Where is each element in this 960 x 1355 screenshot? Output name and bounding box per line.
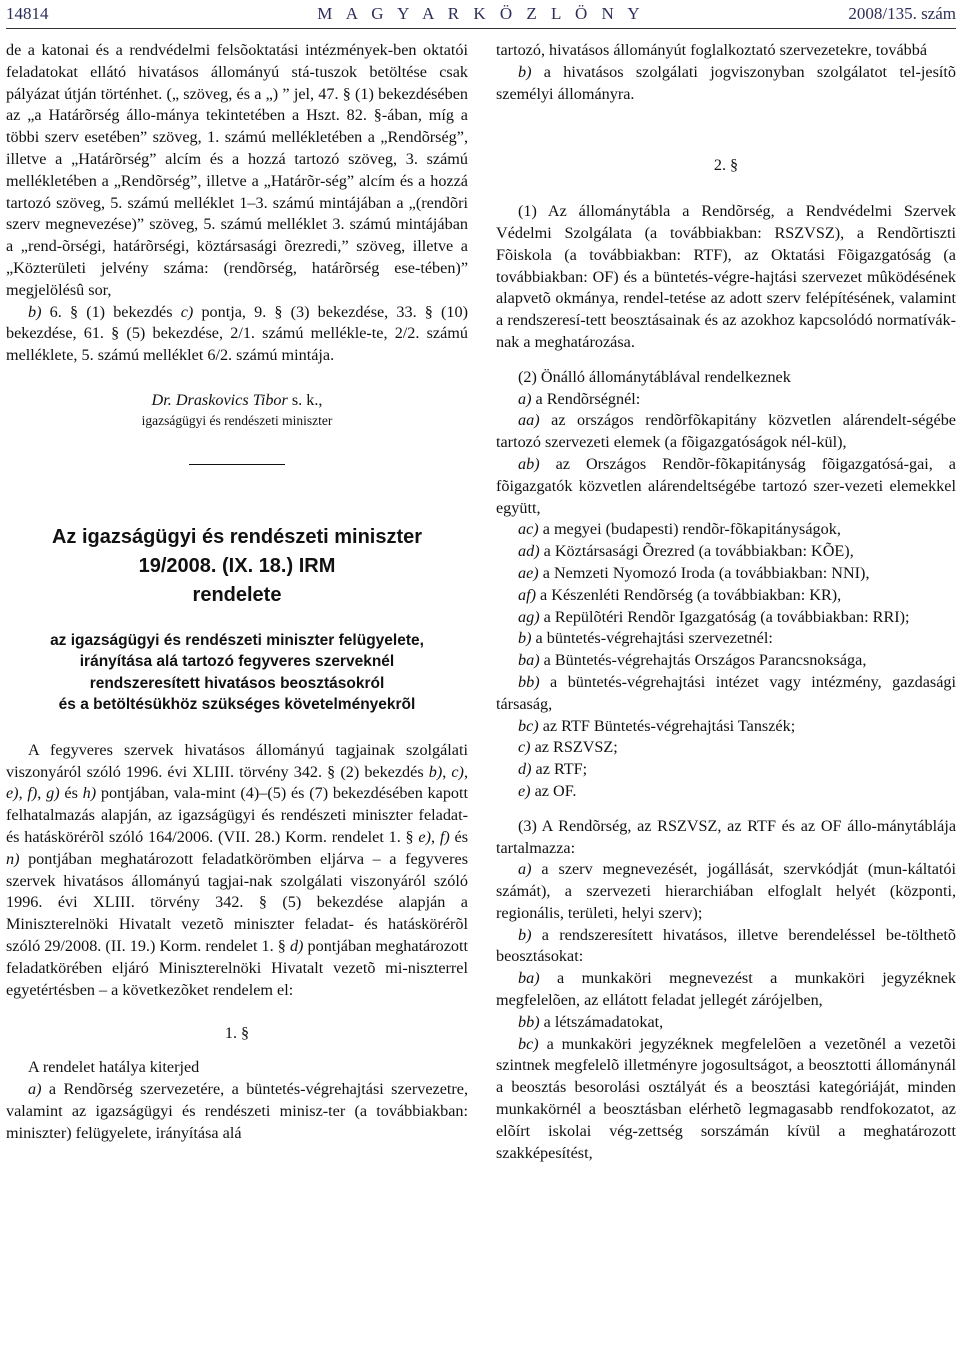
continued-paragraph	[496, 40, 956, 62]
text-run: a Büntetés-végrehajtás Országos Parancsnoksága,	[539, 651, 867, 670]
text-run: pontjában meghatározott feladatkörében eljáró Miniszterelnöki Hivatalt vezetõ mi-niszterrel egyetértésben – a következõket rendelem el:	[6, 936, 469, 999]
item-marker: b)	[28, 302, 42, 321]
list-item	[496, 859, 956, 924]
decree-title-line: rendelete	[192, 583, 282, 606]
right-column	[496, 40, 956, 1164]
text-run: a rendszeresített hivatásos, illetve berendeléssel be-tölthetõ beosztásokat:	[496, 925, 956, 966]
text-run: a Rendõrség szervezetére, a büntetés-végrehajtási szervezetre, valamint az igazságügyi és rendészeti minisz-ter (a továbbiakban: miniszter) felügyelete, irányítása alá	[6, 1079, 468, 1142]
list-item	[496, 716, 956, 738]
list-item	[496, 454, 956, 519]
list-item	[496, 519, 956, 541]
item-marker: aa)	[518, 411, 540, 430]
item-marker: ab)	[518, 454, 540, 473]
text-run: és	[59, 784, 83, 803]
issue-number: 2008/135. szám	[848, 4, 956, 23]
item-marker: bc)	[518, 716, 539, 735]
text-run: a munkaköri jegyzéknek megfelelõen a vezetõnél a vezetõi szintnek megfelelõ illetményre jogosultságot, a beosztotti állománynál a beosztás besorolási osztályát és a beosztási kategóriáját, minden munkakörnél a beosztásban elérhetõ legmagasabb rendfokozatot, az elõírt iskolai vég-zettség sorszámán kívül a meghatározott szakképesítést,	[496, 1034, 956, 1162]
list-item	[496, 607, 956, 629]
text-run: a Köztársasági Õrezred (a továbbiakban: KÕE),	[539, 542, 854, 561]
text-run: az RSZVSZ;	[530, 738, 618, 757]
scope-item-a	[6, 1079, 468, 1144]
item-marker: ad)	[518, 542, 540, 561]
item-marker: ag)	[518, 607, 540, 626]
list-item	[496, 585, 956, 607]
item-marker: c)	[451, 762, 464, 781]
item-marker: e)	[418, 827, 431, 846]
item-marker: a)	[518, 389, 532, 408]
text-run: (2) Önálló állománytáblával rendelkeznek	[518, 367, 791, 386]
item-marker: ba)	[518, 651, 540, 670]
item-b-paragraph	[6, 302, 468, 367]
signature-name	[6, 390, 468, 412]
item-marker: Dr. Draskovics Tibor	[151, 390, 288, 409]
list-item	[496, 650, 956, 672]
item-marker: ac)	[518, 520, 539, 539]
item-marker: ba)	[518, 969, 540, 988]
text-run: pontjában meghatározott feladatkörömben eljárva – a fegyveres szervek hivatásos állományú tagjai-nak szolgálati viszonyáról szóló 1996. évi XLIII. törvény 342. § (5) bekezdése alapján a Miniszterelnöki Hivatalt vezetõ miniszter feladat- és hatáskörérõl szóló 29/2008. (II. 19.) Korm. rendelet 1. §	[6, 849, 468, 955]
list-item	[496, 389, 956, 411]
text-run: a létszámadatokat,	[539, 1012, 664, 1031]
subtitle-line: irányítása alá tartozó fegyveres szerveknél	[79, 653, 395, 671]
item-marker: b)	[518, 629, 532, 648]
item-marker: c)	[180, 302, 194, 321]
decree-title-line: Az igazságügyi és rendészeti miniszter	[51, 525, 423, 548]
list-item	[496, 628, 956, 650]
text-run: az országos rendõrfõkapitány közvetlen alárendelt-ségébe tartozó szervezeti elemek (a fõigazgatóságok nél-kül),	[496, 411, 956, 452]
subtitle-line: rendszeresített hivatásos beosztásokról	[89, 674, 385, 692]
item-marker: f)	[439, 827, 450, 846]
text-run: (3) A Rendõrség, az RSZVSZ, az RTF és az OF állo-mánytáblája tartalmazza:	[496, 816, 956, 857]
text-run: a büntetés-végrehajtási szervezetnél:	[531, 629, 773, 648]
item-marker: e)	[518, 781, 531, 800]
text-run: az RTF Büntetés-végrehajtási Tanszék;	[538, 716, 796, 735]
item-marker: d)	[518, 760, 532, 779]
item-marker: b)	[518, 62, 532, 81]
list-item	[496, 410, 956, 454]
scope-item-b	[496, 62, 956, 106]
text-run: a Készenléti Rendõrség (a továbbiakban: KR),	[535, 585, 842, 604]
text-run: és	[449, 827, 469, 846]
signature-title: igazságügyi és rendészeti miniszter	[141, 412, 333, 428]
item-marker: b)	[428, 762, 443, 781]
list-item	[496, 781, 956, 803]
section-2-paragraph-1	[496, 201, 956, 354]
item-marker: af)	[518, 585, 536, 604]
list-item	[496, 1012, 956, 1034]
text-run: 6. § (1) bekezdés	[41, 302, 181, 321]
section-2-paragraph-2	[496, 367, 956, 389]
text-run: ,	[18, 784, 28, 803]
page-header	[6, 4, 956, 28]
item-marker: bc)	[518, 1034, 539, 1053]
text-run: a Nemzeti Nyomozó Iroda (a továbbiakban: NNI),	[538, 563, 870, 582]
subtitle-line: és a betöltésükhöz szükséges követelményekrõl	[58, 696, 416, 714]
item-marker: b)	[518, 925, 532, 944]
scope-intro: A rendelet hatálya kiterjed	[28, 1058, 200, 1077]
item-marker: h)	[82, 784, 97, 803]
text-run: pontja, 9. § (3) bekezdése, 33. § (10) bekezdése, 61. § (5) bekezdése, 2/1. számú mellékle-te, 2/2. számú melléklete, 5. számú melléklet 6/2. számú mintája.	[6, 302, 468, 365]
item-marker: n)	[6, 849, 20, 868]
text-run: ,	[463, 762, 468, 781]
item-marker: e)	[6, 784, 19, 803]
section-separator	[189, 464, 285, 465]
list-item	[496, 1034, 956, 1165]
text-run: de a katonai és a rendvédelmi felsõoktatási intézmények-ben oktatói feladatokat ellátó hivatásos állományú stá-tuszok betöltése csak pályázat útján történhet. („ szöveg, és a „) ” jel, 47. § (1) bekezdésében az „a Határõrség állo-mánya tekintetében a Hszt. 82. §-ában, míg a többi szerv esetében” szöveg, 1. számú mellékletében a „Rendõrség”, illetve a „Határõrség” alcím és a hozzá tartozó szöveg, 3. számú mellékletében a „Rendõrség”, illetve a „Határõr-ség” alcím és a hozzá tartozó szöveg, 5. számú melléklet 1–3. számú mintájában a „(rendõri szerv megnevezése)” szöveg, 5. számú melléklet 3. számú mintájában a „rend-õrségi, határõrségi, köztársasági õrezredi,” szöveg, illetve a „Közterületi jelvény száma: (rendõrség, határõrség ese-tében)” megjelölésû sor,	[6, 41, 468, 299]
subtitle-line: az igazságügyi és rendészeti miniszter felügyelete,	[50, 631, 424, 649]
list-item	[496, 672, 956, 716]
text-run: az OF.	[530, 781, 577, 800]
item-marker: g)	[46, 784, 60, 803]
item-marker: bb)	[518, 1012, 540, 1031]
list-item	[496, 541, 956, 563]
text-run: A fegyveres szervek hivatásos állományú tagjainak szolgálati viszonyáról szóló 1996. évi XLIII. törvény 342. § (2) bekezdés	[6, 740, 468, 781]
item-marker: f)	[27, 784, 38, 803]
text-run: s. k.,	[287, 390, 323, 409]
text-run: ,	[37, 784, 47, 803]
list-item	[496, 759, 956, 781]
text-run: a megyei (budapesti) rendõr-fõkapitányságok,	[538, 520, 841, 539]
text-run: az RTF;	[531, 760, 588, 779]
section-2-paragraph-3	[496, 816, 956, 860]
text-run: (1) Az állománytábla a Rendõrség, a Rendvédelmi Szervek Védelmi Szolgálata (a továbbiakban: RSZVSZ), a Rendõrtiszti Fõiskola (a továbbiakban: RTF), az Oktatási Fõigazgatóság (a továbbiakban: OF) és a büntetés-végre-hajtási szervezet mûködésének alapvetõ okmánya, rendel-tetése az adott szerv felépítésének, valamint a rendszeresí-tett beosztásainak és az azokhoz kapcsolódó normatívák-nak a meghatározása.	[496, 202, 956, 351]
header-rule	[6, 28, 956, 29]
text-run: a Rendõrségnél:	[531, 389, 641, 408]
item-marker: a)	[28, 1079, 42, 1098]
text-run: pontjában, vala-mint (4)–(5) és (7) bekezdésében kapott felhatalmazás alapján, az igazságügyi és rendészeti miniszter feladat- és hatáskörérõl szóló 164/2006. (VII. 28.) Korm. rendelet 1. §	[6, 784, 469, 846]
text-run: a hivatásos szolgálati jogviszonyban szolgálatot tel-jesítõ személyi állományra.	[496, 62, 956, 103]
item-marker: c)	[518, 738, 531, 757]
item-marker: bb)	[518, 672, 540, 691]
left-column	[6, 40, 468, 1144]
text-run: ,	[431, 827, 440, 846]
text-run: az Országos Rendõr-fõkapitányság fõigazgatósá-gai, a fõigazgatók közvetlen alárendeltségébe tartozó szer-vezeti elemekkel együtt,	[496, 454, 956, 517]
item-marker: ae)	[518, 563, 539, 582]
text-run: a büntetés-végrehajtási intézet vagy intézmény, gazdasági társaság,	[496, 672, 956, 713]
decree-number: 19/2008. (IX. 18.) IRM	[138, 554, 336, 577]
publication-title: M A G Y A R K Ö Z L Ö N Y	[317, 4, 645, 23]
text-run: a munkaköri megnevezést a munkaköri jegyzéknek megfelelõen, az ellátott feladat jellegét zárójelben,	[496, 969, 956, 1010]
list-item	[496, 968, 956, 1012]
decree-title	[6, 523, 468, 610]
item-marker: a)	[518, 860, 532, 879]
intro-paragraph	[6, 40, 468, 302]
text-run: a szerv megnevezését, jogállását, szervkódját (mun-káltatói számát), a szervezeti hierarchiában elfoglalt helyét (központi, regionális, területi, helyi szerv);	[496, 860, 956, 922]
page-number: 14814	[6, 4, 49, 23]
text-run: a Repülõtéri Rendõr Igazgatóság (a továbbiakban: RRI);	[539, 607, 910, 626]
preamble-paragraph	[6, 740, 468, 1002]
list-item	[496, 925, 956, 969]
decree-subtitle	[6, 630, 468, 716]
text-run: ,	[442, 762, 452, 781]
list-item	[496, 563, 956, 585]
item-marker: d)	[289, 936, 304, 955]
section-2-heading: 2. §	[713, 156, 739, 175]
section-1-heading: 1. §	[224, 1024, 250, 1043]
text-run: tartozó, hivatásos állományút foglalkoztató szervezetekre, továbbá	[496, 41, 928, 59]
list-item	[496, 737, 956, 759]
